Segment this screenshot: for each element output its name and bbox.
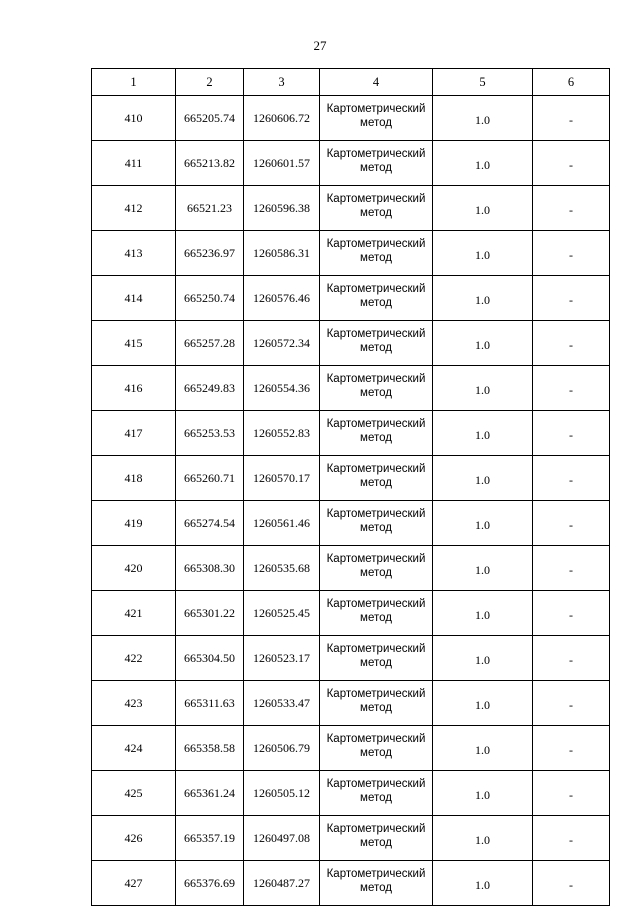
method-cell bbox=[320, 861, 433, 906]
method-label-line-1: Картометрический bbox=[326, 823, 426, 835]
method-cell bbox=[320, 141, 433, 186]
y-coordinate-cell: 1260570.17 bbox=[244, 456, 320, 501]
method-cell bbox=[320, 771, 433, 816]
note-cell: - bbox=[533, 141, 610, 186]
table-row bbox=[92, 366, 610, 411]
precision-cell: 1.0 bbox=[433, 366, 533, 411]
x-coordinate-cell: 665250.74 bbox=[176, 276, 244, 321]
method-label-line-1: Картометрический bbox=[326, 688, 426, 700]
note-cell: - bbox=[533, 96, 610, 141]
x-coordinate-cell: 665304.50 bbox=[176, 636, 244, 681]
precision-cell: 1.0 bbox=[433, 141, 533, 186]
method-cell bbox=[320, 276, 433, 321]
method-label-line-2: метод bbox=[360, 297, 392, 309]
method-cell bbox=[320, 816, 433, 861]
method-label-line-2: метод bbox=[360, 792, 392, 804]
y-coordinate-cell: 1260497.08 bbox=[244, 816, 320, 861]
table-row bbox=[92, 861, 610, 906]
method-label-line-1: Картометрический bbox=[326, 373, 426, 385]
method-label-line-1: Картометрический bbox=[326, 283, 426, 295]
method-label-line-2: метод bbox=[360, 477, 392, 489]
note-cell: - bbox=[533, 321, 610, 366]
point-number-cell: 423 bbox=[92, 681, 176, 726]
point-number-cell: 414 bbox=[92, 276, 176, 321]
note-cell: - bbox=[533, 366, 610, 411]
y-coordinate-cell: 1260554.36 bbox=[244, 366, 320, 411]
note-cell: - bbox=[533, 816, 610, 861]
point-number-cell: 421 bbox=[92, 591, 176, 636]
method-cell bbox=[320, 681, 433, 726]
point-number-cell: 427 bbox=[92, 861, 176, 906]
y-coordinate-cell: 1260601.57 bbox=[244, 141, 320, 186]
x-coordinate-cell: 665301.22 bbox=[176, 591, 244, 636]
column-header-1: 1 bbox=[92, 69, 176, 96]
method-label-line-2: метод bbox=[360, 342, 392, 354]
x-coordinate-cell: 665249.83 bbox=[176, 366, 244, 411]
point-number-cell: 417 bbox=[92, 411, 176, 456]
table-row bbox=[92, 141, 610, 186]
table-row bbox=[92, 276, 610, 321]
note-cell: - bbox=[533, 726, 610, 771]
table-row bbox=[92, 321, 610, 366]
point-number-cell: 413 bbox=[92, 231, 176, 276]
precision-cell: 1.0 bbox=[433, 546, 533, 591]
precision-cell: 1.0 bbox=[433, 861, 533, 906]
method-label-line-1: Картометрический bbox=[326, 328, 426, 340]
note-cell: - bbox=[533, 456, 610, 501]
method-cell bbox=[320, 321, 433, 366]
point-number-cell: 412 bbox=[92, 186, 176, 231]
note-cell: - bbox=[533, 636, 610, 681]
point-number-cell: 418 bbox=[92, 456, 176, 501]
method-label-line-1: Картометрический bbox=[326, 778, 426, 790]
x-coordinate-cell: 665253.53 bbox=[176, 411, 244, 456]
point-number-cell: 411 bbox=[92, 141, 176, 186]
precision-cell: 1.0 bbox=[433, 591, 533, 636]
point-number-cell: 415 bbox=[92, 321, 176, 366]
method-label-line-2: метод bbox=[360, 207, 392, 219]
method-cell bbox=[320, 186, 433, 231]
y-coordinate-cell: 1260572.34 bbox=[244, 321, 320, 366]
coordinates-table bbox=[91, 68, 610, 906]
point-number-cell: 425 bbox=[92, 771, 176, 816]
table-row bbox=[92, 411, 610, 456]
column-header-6: 6 bbox=[533, 69, 610, 96]
method-label-line-1: Картометрический bbox=[326, 508, 426, 520]
table-body bbox=[92, 96, 610, 906]
method-label-line-1: Картометрический bbox=[326, 238, 426, 250]
precision-cell: 1.0 bbox=[433, 276, 533, 321]
method-label-line-2: метод bbox=[360, 162, 392, 174]
table-row bbox=[92, 636, 610, 681]
column-header-5: 5 bbox=[433, 69, 533, 96]
x-coordinate-cell: 665257.28 bbox=[176, 321, 244, 366]
point-number-cell: 426 bbox=[92, 816, 176, 861]
table-header-row bbox=[92, 69, 610, 96]
y-coordinate-cell: 1260505.12 bbox=[244, 771, 320, 816]
page-number: 27 bbox=[313, 38, 327, 53]
method-cell bbox=[320, 726, 433, 771]
table-row bbox=[92, 186, 610, 231]
table-row bbox=[92, 726, 610, 771]
x-coordinate-cell: 665311.63 bbox=[176, 681, 244, 726]
x-coordinate-cell: 665205.74 bbox=[176, 96, 244, 141]
column-header-4: 4 bbox=[320, 69, 433, 96]
x-coordinate-cell: 665274.54 bbox=[176, 501, 244, 546]
y-coordinate-cell: 1260487.27 bbox=[244, 861, 320, 906]
point-number-cell: 422 bbox=[92, 636, 176, 681]
method-label-line-2: метод bbox=[360, 252, 392, 264]
method-label-line-1: Картометрический bbox=[326, 103, 426, 115]
x-coordinate-cell: 66521.23 bbox=[176, 186, 244, 231]
method-label-line-1: Картометрический bbox=[326, 148, 426, 160]
point-number-cell: 416 bbox=[92, 366, 176, 411]
precision-cell: 1.0 bbox=[433, 816, 533, 861]
x-coordinate-cell: 665260.71 bbox=[176, 456, 244, 501]
y-coordinate-cell: 1260596.38 bbox=[244, 186, 320, 231]
precision-cell: 1.0 bbox=[433, 681, 533, 726]
precision-cell: 1.0 bbox=[433, 501, 533, 546]
precision-cell: 1.0 bbox=[433, 321, 533, 366]
table-row bbox=[92, 546, 610, 591]
method-label-line-2: метод bbox=[360, 567, 392, 579]
note-cell: - bbox=[533, 546, 610, 591]
point-number-cell: 419 bbox=[92, 501, 176, 546]
method-label-line-2: метод bbox=[360, 837, 392, 849]
y-coordinate-cell: 1260535.68 bbox=[244, 546, 320, 591]
table-row bbox=[92, 456, 610, 501]
x-coordinate-cell: 665376.69 bbox=[176, 861, 244, 906]
note-cell: - bbox=[533, 186, 610, 231]
y-coordinate-cell: 1260586.31 bbox=[244, 231, 320, 276]
precision-cell: 1.0 bbox=[433, 231, 533, 276]
y-coordinate-cell: 1260533.47 bbox=[244, 681, 320, 726]
note-cell: - bbox=[533, 276, 610, 321]
y-coordinate-cell: 1260523.17 bbox=[244, 636, 320, 681]
method-cell bbox=[320, 231, 433, 276]
precision-cell: 1.0 bbox=[433, 411, 533, 456]
method-label-line-2: метод bbox=[360, 702, 392, 714]
point-number-cell: 420 bbox=[92, 546, 176, 591]
method-cell bbox=[320, 591, 433, 636]
column-header-3: 3 bbox=[244, 69, 320, 96]
method-label-line-1: Картометрический bbox=[326, 733, 426, 745]
method-label-line-2: метод bbox=[360, 882, 392, 894]
note-cell: - bbox=[533, 771, 610, 816]
x-coordinate-cell: 665357.19 bbox=[176, 816, 244, 861]
x-coordinate-cell: 665236.97 bbox=[176, 231, 244, 276]
column-header-2: 2 bbox=[176, 69, 244, 96]
point-number-cell: 410 bbox=[92, 96, 176, 141]
table-row bbox=[92, 771, 610, 816]
method-label-line-1: Картометрический bbox=[326, 598, 426, 610]
precision-cell: 1.0 bbox=[433, 726, 533, 771]
y-coordinate-cell: 1260525.45 bbox=[244, 591, 320, 636]
note-cell: - bbox=[533, 681, 610, 726]
method-cell bbox=[320, 96, 433, 141]
table-row bbox=[92, 96, 610, 141]
method-label-line-2: метод bbox=[360, 522, 392, 534]
precision-cell: 1.0 bbox=[433, 771, 533, 816]
precision-cell: 1.0 bbox=[433, 456, 533, 501]
y-coordinate-cell: 1260576.46 bbox=[244, 276, 320, 321]
method-label-line-2: метод bbox=[360, 657, 392, 669]
precision-cell: 1.0 bbox=[433, 96, 533, 141]
table-row bbox=[92, 816, 610, 861]
method-label-line-2: метод bbox=[360, 747, 392, 759]
note-cell: - bbox=[533, 411, 610, 456]
method-cell bbox=[320, 546, 433, 591]
table-row bbox=[92, 501, 610, 546]
table-row bbox=[92, 231, 610, 276]
method-cell bbox=[320, 411, 433, 456]
method-label-line-2: метод bbox=[360, 387, 392, 399]
x-coordinate-cell: 665358.58 bbox=[176, 726, 244, 771]
note-cell: - bbox=[533, 591, 610, 636]
x-coordinate-cell: 665213.82 bbox=[176, 141, 244, 186]
method-label-line-1: Картометрический bbox=[326, 193, 426, 205]
method-label-line-2: метод bbox=[360, 117, 392, 129]
note-cell: - bbox=[533, 231, 610, 276]
note-cell: - bbox=[533, 861, 610, 906]
y-coordinate-cell: 1260561.46 bbox=[244, 501, 320, 546]
precision-cell: 1.0 bbox=[433, 186, 533, 231]
method-cell bbox=[320, 501, 433, 546]
method-cell bbox=[320, 456, 433, 501]
method-label-line-2: метод bbox=[360, 432, 392, 444]
y-coordinate-cell: 1260506.79 bbox=[244, 726, 320, 771]
method-cell bbox=[320, 636, 433, 681]
method-cell bbox=[320, 366, 433, 411]
y-coordinate-cell: 1260606.72 bbox=[244, 96, 320, 141]
table-row bbox=[92, 681, 610, 726]
y-coordinate-cell: 1260552.83 bbox=[244, 411, 320, 456]
method-label-line-1: Картометрический bbox=[326, 418, 426, 430]
method-label-line-1: Картометрический bbox=[326, 463, 426, 475]
precision-cell: 1.0 bbox=[433, 636, 533, 681]
note-cell: - bbox=[533, 501, 610, 546]
point-number-cell: 424 bbox=[92, 726, 176, 771]
method-label-line-1: Картометрический bbox=[326, 868, 426, 880]
table-row bbox=[92, 591, 610, 636]
method-label-line-2: метод bbox=[360, 612, 392, 624]
x-coordinate-cell: 665361.24 bbox=[176, 771, 244, 816]
method-label-line-1: Картометрический bbox=[326, 643, 426, 655]
method-label-line-1: Картометрический bbox=[326, 553, 426, 565]
x-coordinate-cell: 665308.30 bbox=[176, 546, 244, 591]
